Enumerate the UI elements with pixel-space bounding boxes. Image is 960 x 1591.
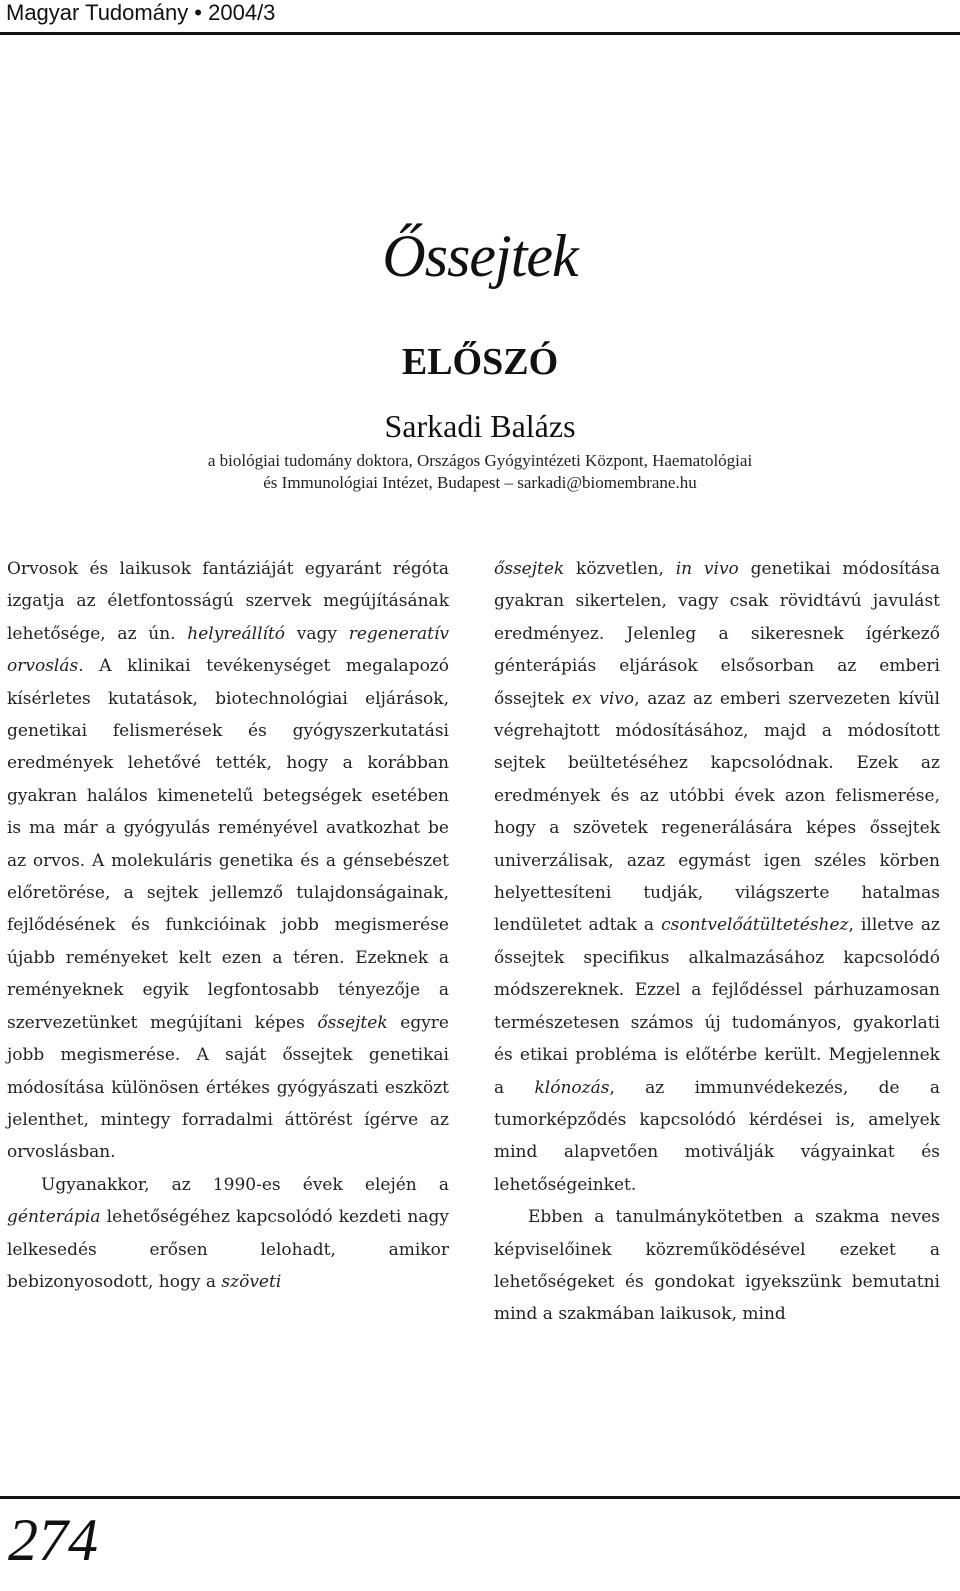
body-column-left [7, 553, 449, 1298]
section-title: ELŐSZÓ [401, 341, 559, 383]
paragraph-1: Orvosok és laikusok fantáziáját egyaránt régóta izgatja az életfontosságú szervek megújításának lehetősége, az ún. helyreállító vagy regeneratív orvoslás. A klinikai tevékenységet megalapozó kísérletes kutatások, biotechnológiai eljárások, genetikai felismerések és gyógyszerkutatási eredmények lehetővé tették, hogy a korábban gyakran halálos kimenetelű betegségek esetében is ma már a gyógyulás reményével avatkozhat be az orvos. A molekuláris genetika és a génsebészet előretörése, a sejtek jellemző tulajdonságainak, fejlődésének és funkcióinak jobb megismerése újabb reményeket kelt ezen a téren. Ezeknek a reményeknek egyik legfontosabb tényezője a szervezetünket megújítani képes őssejtek egyre jobb megismerése. A saját őssejtek genetikai módosítása különösen értékes gyógyászati eszközt jelenthet, mintegy forradalmi áttörést ígérve az orvoslásban. [7, 559, 449, 1163]
author-name: Sarkadi Balázs [384, 408, 576, 444]
top-divider [0, 32, 960, 35]
paragraph-2-start: Ugyanakkor, az 1990-es évek elején a génterápia lehetőségéhez kapcsolódó kezdeti nagy lelkesedés erősen lelohadt, amikor bebizonyosodott, hogy a szöveti [7, 1174, 449, 1292]
paragraph-3: Ebben a tanulmánykötetben a szakma neves képviselőinek közreműködésével ezeket a lehetőségeket és gondokat igyekszünk bemutatni mind a szakmában laikusok, mind [494, 1207, 940, 1325]
page-number: 274 [8, 1507, 98, 1573]
paragraph-2-cont: őssejtek közvetlen, in vivo genetikai módosítása gyakran sikertelen, vagy csak rövidtávú javulást eredményez. Jelenleg a sikeresnek ígérkező génterápiás eljárások elsősorban az emberi őssejtek ex vivo, azaz az emberi szervezeten kívül végrehajtott módosításához, majd a módosított sejtek beültetéséhez kapcsolódnak. Ezek az eredmények és az utóbbi évek azon felismerése, hogy a szövetek regenerálására képes őssejtek univerzálisak, azaz egymást igen széles körben helyettesíteni tudják, világszerte hatalmas lendületet adtak a csontvelőátültetéshez, illetve az őssejtek specifikus alkalmazásához kapcsolódó módszereknek. Ezzel a fejlődéssel párhuzamosan természetesen számos új tudományos, gyakorlati és etikai probléma is előtérbe került. Megjelennek a klónozás, az immunvédekezés, de a tumorképződés kapcsolódó kérdései is, amelyek mind alapvetően motiválják vágyainkat és lehetőségeinket. [494, 559, 941, 1195]
article-title: Őssejtek [382, 223, 578, 289]
author-affiliation-line1: a biológiai tudomány doktora, Országos Gyógyintézeti Központ, Haematológiai [207, 451, 753, 470]
body-column-right [494, 553, 940, 1331]
running-head: Magyar Tudomány • 2004/3 [6, 0, 276, 25]
bottom-divider [0, 1496, 960, 1499]
author-affiliation-line2: és Immunológiai Intézet, Budapest – sarkadi@biomembrane.hu [263, 473, 697, 492]
